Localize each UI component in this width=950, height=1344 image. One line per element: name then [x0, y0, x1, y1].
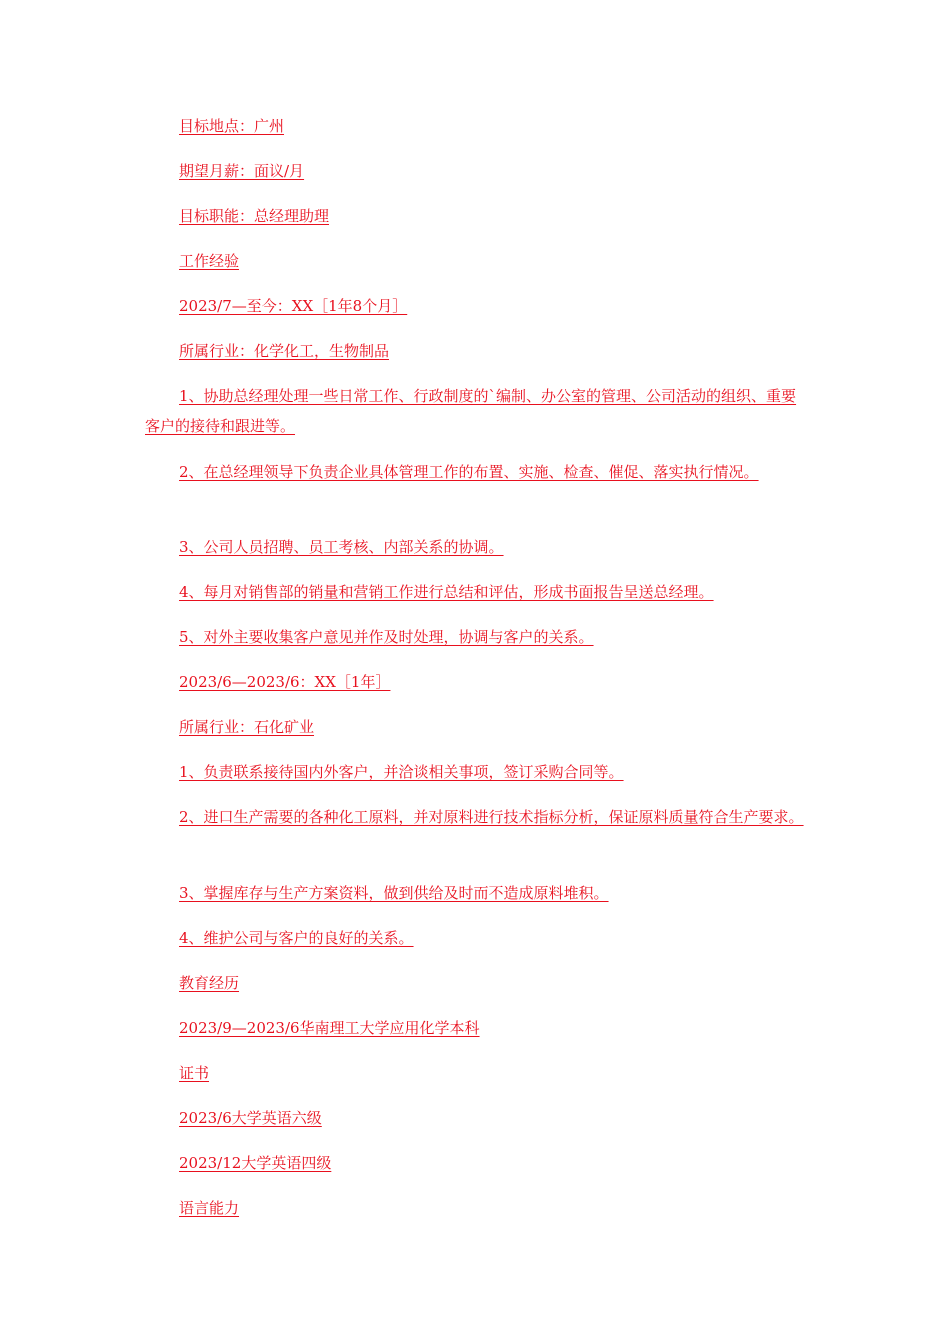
job2-duty-4: 4、维护公司与客户的良好的关系。 — [179, 929, 414, 947]
job1-duty-2: 2、在总经理领导下负责企业具体管理工作的布置、实施、检查、催促、落实执行情况。 — [179, 463, 759, 481]
target-position: 目标职能：总经理助理 — [179, 207, 330, 225]
job1-period: 2023/7—至今：XX［1年8个月］ — [179, 297, 408, 315]
job1-duty-1: 1、协助总经理处理一些日常工作、行政制度的`编制、办公室的管理、公司活动的组织、重要客户的接待和跟进等。 — [145, 387, 797, 435]
education-heading: 教育经历 — [179, 974, 240, 992]
job1-industry: 所属行业：化学化工，生物制品 — [179, 342, 390, 360]
expected-salary: 期望月薪：面议/月 — [179, 162, 305, 180]
job1-duty-3: 3、公司人员招聘、员工考核、内部关系的协调。 — [179, 538, 504, 556]
job2-duty-1: 1、负责联系接待国内外客户，并洽谈相关事项，签订采购合同等。 — [179, 763, 624, 781]
certificate-item: 2023/12大学英语四级 — [179, 1154, 332, 1172]
certificate-item: 2023/6大学英语六级 — [179, 1109, 322, 1127]
job2-duty-3: 3、掌握库存与生产方案资料，做到供给及时而不造成原料堆积。 — [179, 884, 609, 902]
job2-industry: 所属行业：石化矿业 — [179, 718, 315, 736]
job1-duty-5: 5、对外主要收集客户意见并作及时处理，协调与客户的关系。 — [179, 628, 594, 646]
work-experience-heading: 工作经验 — [179, 252, 240, 270]
language-heading: 语言能力 — [179, 1199, 240, 1217]
job1-duty-4: 4、每月对销售部的销量和营销工作进行总结和评估，形成书面报告呈送总经理。 — [179, 583, 714, 601]
certificates-heading: 证书 — [179, 1064, 210, 1082]
job2-duty-2: 2、进口生产需要的各种化工原料，并对原料进行技术指标分析，保证原料质量符合生产要求。 — [179, 808, 804, 826]
target-location: 目标地点：广州 — [179, 117, 285, 135]
education-entry: 2023/9—2023/6华南理工大学应用化学本科 — [179, 1019, 480, 1037]
job2-period: 2023/6—2023/6：XX［1年］ — [179, 673, 391, 691]
